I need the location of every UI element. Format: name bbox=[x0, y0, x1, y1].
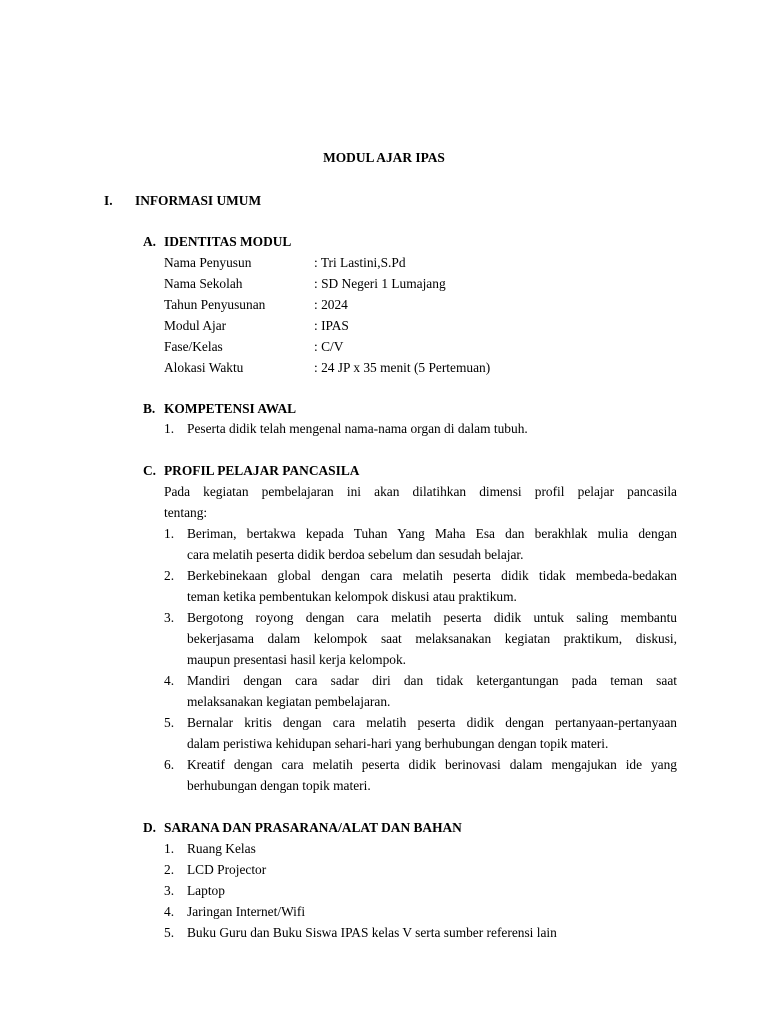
identity-label: Modul Ajar bbox=[164, 318, 227, 333]
list-item: Peserta didik telah mengenal nama-nama organ di dalam tubuh. bbox=[187, 421, 528, 436]
list-number: 3. bbox=[164, 610, 175, 625]
section-number: I. bbox=[104, 193, 113, 208]
identity-value: : 2024 bbox=[314, 297, 348, 312]
paragraph-line: tentang: bbox=[164, 505, 208, 520]
list-number: 4. bbox=[164, 673, 175, 688]
subsection-heading: IDENTITAS MODUL bbox=[164, 234, 292, 249]
section-heading: INFORMASI UMUM bbox=[135, 193, 262, 208]
list-number: 5. bbox=[164, 715, 175, 730]
list-number: 2. bbox=[164, 568, 175, 583]
list-item-line: Kreatif dengan cara melatih peserta didik berinovasi dalam mengajukan ide yang bbox=[187, 757, 677, 772]
list-item: Buku Guru dan Buku Siswa IPAS kelas V serta sumber referensi lain bbox=[187, 925, 557, 940]
paragraph-line: Pada kegiatan pembelajaran ini akan dilatihkan dimensi profil pelajar pancasila bbox=[164, 484, 677, 499]
list-item-line: bekerjasama dalam kelompok saat melaksanakan kegiatan praktikum, diskusi, bbox=[187, 631, 677, 646]
subsection-heading: SARANA DAN PRASARANA/ALAT DAN BAHAN bbox=[164, 820, 462, 835]
list-item-line: teman ketika pembentukan kelompok diskusi atau praktikum. bbox=[187, 589, 517, 604]
list-item-line: Beriman, bertakwa kepada Tuhan Yang Maha Esa dan berakhlak mulia dengan bbox=[187, 526, 677, 541]
subsection-heading: PROFIL PELAJAR PANCASILA bbox=[164, 463, 360, 478]
list-item-line: Bernalar kritis dengan cara melatih peserta didik dengan pertanyaan-pertanyaan bbox=[187, 715, 677, 730]
subsection-letter: B. bbox=[143, 401, 156, 416]
list-number: 1. bbox=[164, 526, 175, 541]
identity-value: : C/V bbox=[314, 339, 344, 354]
list-number: 1. bbox=[164, 421, 175, 436]
identity-value: : SD Negeri 1 Lumajang bbox=[314, 276, 446, 291]
list-number: 6. bbox=[164, 757, 175, 772]
subsection-heading: KOMPETENSI AWAL bbox=[164, 401, 297, 416]
list-item: Jaringan Internet/Wifi bbox=[187, 904, 306, 919]
identity-label: Alokasi Waktu bbox=[164, 360, 244, 375]
list-item-line: berhubungan dengan topik materi. bbox=[187, 778, 371, 793]
identity-label: Fase/Kelas bbox=[164, 339, 223, 354]
list-item-line: cara melatih peserta didik berdoa sebelum dan sesudah belajar. bbox=[187, 547, 524, 562]
identity-value: : 24 JP x 35 menit (5 Pertemuan) bbox=[314, 360, 491, 375]
list-item: Ruang Kelas bbox=[187, 841, 256, 856]
list-number: 5. bbox=[164, 925, 175, 940]
subsection-letter: A. bbox=[143, 234, 157, 249]
list-item-line: dalam peristiwa kehidupan sehari-hari yang berhubungan dengan topik materi. bbox=[187, 736, 609, 751]
identity-value: : IPAS bbox=[314, 318, 349, 333]
list-item-line: Bergotong royong dengan cara melatih peserta didik untuk saling membantu bbox=[187, 610, 677, 625]
document-title: MODUL AJAR IPAS bbox=[323, 150, 445, 165]
list-number: 3. bbox=[164, 883, 175, 898]
list-number: 1. bbox=[164, 841, 175, 856]
list-item-line: maupun presentasi hasil kerja kelompok. bbox=[187, 652, 407, 667]
subsection-letter: C. bbox=[143, 463, 157, 478]
list-number: 2. bbox=[164, 862, 175, 877]
identity-label: Tahun Penyusunan bbox=[164, 297, 266, 312]
list-item: LCD Projector bbox=[187, 862, 267, 877]
list-item-line: melaksanakan kegiatan pembelajaran. bbox=[187, 694, 391, 709]
identity-label: Nama Sekolah bbox=[164, 276, 243, 291]
identity-value: : Tri Lastini,S.Pd bbox=[314, 255, 406, 270]
list-item-line: Mandiri dengan cara sadar diri dan tidak ketergantungan pada teman saat bbox=[187, 673, 677, 688]
identity-label: Nama Penyusun bbox=[164, 255, 252, 270]
list-item-line: Berkebinekaan global dengan cara melatih peserta didik tidak membeda-bedakan bbox=[187, 568, 677, 583]
list-item: Laptop bbox=[187, 883, 225, 898]
subsection-letter: D. bbox=[143, 820, 157, 835]
list-number: 4. bbox=[164, 904, 175, 919]
